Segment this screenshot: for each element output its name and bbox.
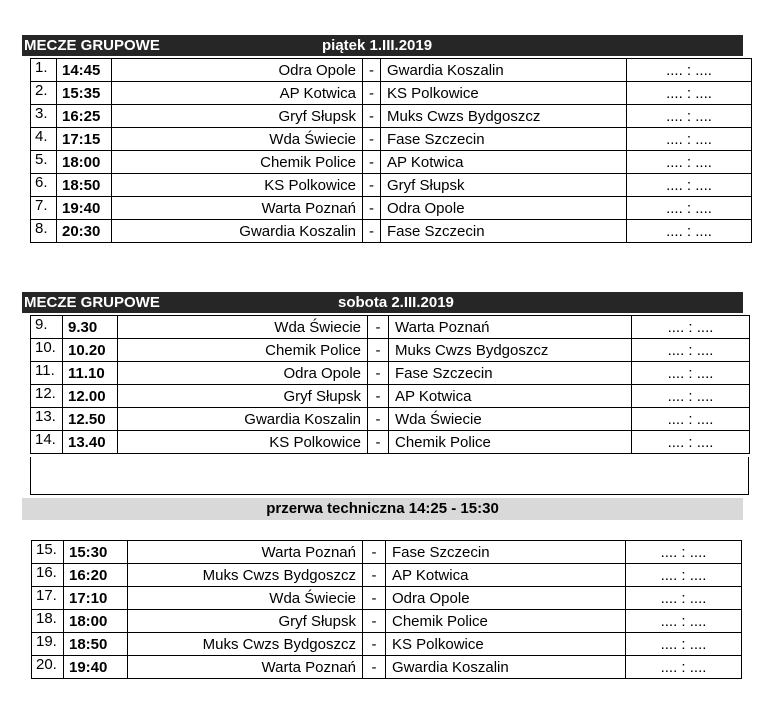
match-time: 15:30 [64, 541, 128, 564]
score-field[interactable]: .... : .... [632, 408, 750, 431]
match-row [32, 541, 742, 564]
match-row [31, 408, 750, 431]
away-team: Wda Świecie [389, 408, 632, 431]
home-team: Wda Świecie [128, 587, 363, 610]
away-team: Odra Opole [386, 587, 626, 610]
score-field[interactable]: .... : .... [627, 128, 752, 151]
match-row [31, 151, 752, 174]
section-1-header [22, 35, 743, 56]
score-field[interactable]: .... : .... [632, 362, 750, 385]
match-time: 11.10 [63, 362, 118, 385]
match-number: 19. [32, 633, 64, 656]
match-time: 12.50 [63, 408, 118, 431]
separator: - [363, 220, 381, 243]
home-team: KS Polkowice [118, 431, 368, 454]
match-number: 10. [31, 339, 63, 362]
score-field[interactable]: .... : .... [627, 197, 752, 220]
match-time: 16:25 [57, 105, 112, 128]
section-2-empty-area [30, 457, 749, 495]
away-team: Gwardia Koszalin [386, 656, 626, 679]
score-field[interactable]: .... : .... [626, 587, 742, 610]
section-2-table [30, 315, 750, 454]
home-team: Gryf Słupsk [128, 610, 363, 633]
home-team: Muks Cwzs Bydgoszcz [128, 564, 363, 587]
match-row [32, 656, 742, 679]
separator: - [363, 59, 381, 82]
score-field[interactable]: .... : .... [627, 151, 752, 174]
separator: - [363, 151, 381, 174]
score-field[interactable]: .... : .... [626, 564, 742, 587]
match-number: 2. [31, 82, 57, 105]
section-2-title: MECZE GRUPOWE [24, 294, 160, 311]
match-time: 17:10 [64, 587, 128, 610]
home-team: Gwardia Koszalin [118, 408, 368, 431]
match-row [31, 316, 750, 339]
match-time: 14:45 [57, 59, 112, 82]
section-3-table [31, 540, 742, 679]
separator: - [368, 431, 389, 454]
home-team: KS Polkowice [112, 174, 363, 197]
match-row [31, 174, 752, 197]
match-row [31, 59, 752, 82]
section-2-date: sobota 2.III.2019 [338, 294, 454, 311]
separator: - [368, 339, 389, 362]
score-field[interactable]: .... : .... [626, 610, 742, 633]
home-team: Wda Świecie [118, 316, 368, 339]
away-team: Gryf Słupsk [381, 174, 627, 197]
separator: - [363, 541, 386, 564]
home-team: Odra Opole [112, 59, 363, 82]
home-team: Gwardia Koszalin [112, 220, 363, 243]
home-team: Odra Opole [118, 362, 368, 385]
away-team: Chemik Police [389, 431, 632, 454]
home-team: Warta Poznań [128, 656, 363, 679]
match-row [32, 564, 742, 587]
score-field[interactable]: .... : .... [627, 82, 752, 105]
home-team: Chemik Police [112, 151, 363, 174]
score-field[interactable]: .... : .... [632, 316, 750, 339]
match-time: 17:15 [57, 128, 112, 151]
match-number: 18. [32, 610, 64, 633]
match-number: 17. [32, 587, 64, 610]
separator: - [363, 656, 386, 679]
score-field[interactable]: .... : .... [627, 105, 752, 128]
match-time: 19:40 [57, 197, 112, 220]
match-row [31, 197, 752, 220]
match-number: 13. [31, 408, 63, 431]
away-team: Fase Szczecin [386, 541, 626, 564]
section-2-header [22, 292, 743, 313]
separator: - [368, 316, 389, 339]
match-row [31, 128, 752, 151]
match-number: 12. [31, 385, 63, 408]
match-time: 15:35 [57, 82, 112, 105]
separator: - [363, 197, 381, 220]
score-field[interactable]: .... : .... [626, 541, 742, 564]
match-time: 18:00 [57, 151, 112, 174]
score-field[interactable]: .... : .... [632, 385, 750, 408]
score-field[interactable]: .... : .... [627, 59, 752, 82]
away-team: KS Polkowice [386, 633, 626, 656]
score-field[interactable]: .... : .... [632, 431, 750, 454]
away-team: Muks Cwzs Bydgoszcz [389, 339, 632, 362]
match-number: 9. [31, 316, 63, 339]
separator: - [368, 408, 389, 431]
separator: - [363, 610, 386, 633]
match-number: 11. [31, 362, 63, 385]
separator: - [363, 128, 381, 151]
match-number: 20. [32, 656, 64, 679]
match-row [31, 362, 750, 385]
match-time: 18:50 [64, 633, 128, 656]
match-number: 15. [32, 541, 64, 564]
match-row [31, 82, 752, 105]
match-time: 9.30 [63, 316, 118, 339]
away-team: AP Kotwica [386, 564, 626, 587]
away-team: Fase Szczecin [381, 128, 627, 151]
match-number: 4. [31, 128, 57, 151]
score-field[interactable]: .... : .... [626, 633, 742, 656]
away-team: Muks Cwzs Bydgoszcz [381, 105, 627, 128]
home-team: Gryf Słupsk [112, 105, 363, 128]
separator: - [368, 362, 389, 385]
match-row [31, 105, 752, 128]
match-time: 12.00 [63, 385, 118, 408]
score-field[interactable]: .... : .... [632, 339, 750, 362]
match-number: 14. [31, 431, 63, 454]
score-field[interactable]: .... : .... [626, 656, 742, 679]
match-time: 13.40 [63, 431, 118, 454]
match-row [31, 339, 750, 362]
section-1-date: piątek 1.III.2019 [322, 37, 433, 54]
separator: - [363, 105, 381, 128]
match-time: 18:50 [57, 174, 112, 197]
match-row [31, 385, 750, 408]
away-team: Warta Poznań [389, 316, 632, 339]
match-number: 16. [32, 564, 64, 587]
home-team: AP Kotwica [112, 82, 363, 105]
match-time: 16:20 [64, 564, 128, 587]
match-row [31, 431, 750, 454]
separator: - [363, 564, 386, 587]
match-row [32, 610, 742, 633]
home-team: Muks Cwzs Bydgoszcz [128, 633, 363, 656]
separator: - [368, 385, 389, 408]
match-number: 3. [31, 105, 57, 128]
separator: - [363, 174, 381, 197]
match-number: 1. [31, 59, 57, 82]
away-team: AP Kotwica [381, 151, 627, 174]
match-time: 10.20 [63, 339, 118, 362]
away-team: Fase Szczecin [381, 220, 627, 243]
match-number: 5. [31, 151, 57, 174]
separator: - [363, 82, 381, 105]
section-1-table [30, 58, 752, 243]
score-field[interactable]: .... : .... [627, 174, 752, 197]
match-number: 7. [31, 197, 57, 220]
match-time: 20:30 [57, 220, 112, 243]
match-number: 8. [31, 220, 57, 243]
match-row [31, 220, 752, 243]
home-team: Gryf Słupsk [118, 385, 368, 408]
separator: - [363, 633, 386, 656]
away-team: Fase Szczecin [389, 362, 632, 385]
away-team: Gwardia Koszalin [381, 59, 627, 82]
home-team: Chemik Police [118, 339, 368, 362]
home-team: Wda Świecie [112, 128, 363, 151]
match-time: 18:00 [64, 610, 128, 633]
match-row [32, 587, 742, 610]
away-team: Odra Opole [381, 197, 627, 220]
separator: - [363, 587, 386, 610]
match-row [32, 633, 742, 656]
home-team: Warta Poznań [128, 541, 363, 564]
away-team: KS Polkowice [381, 82, 627, 105]
score-field[interactable]: .... : .... [627, 220, 752, 243]
break-bar: przerwa techniczna 14:25 - 15:30 [22, 498, 743, 520]
away-team: Chemik Police [386, 610, 626, 633]
match-number: 6. [31, 174, 57, 197]
away-team: AP Kotwica [389, 385, 632, 408]
match-time: 19:40 [64, 656, 128, 679]
section-1-title: MECZE GRUPOWE [24, 37, 160, 54]
home-team: Warta Poznań [112, 197, 363, 220]
